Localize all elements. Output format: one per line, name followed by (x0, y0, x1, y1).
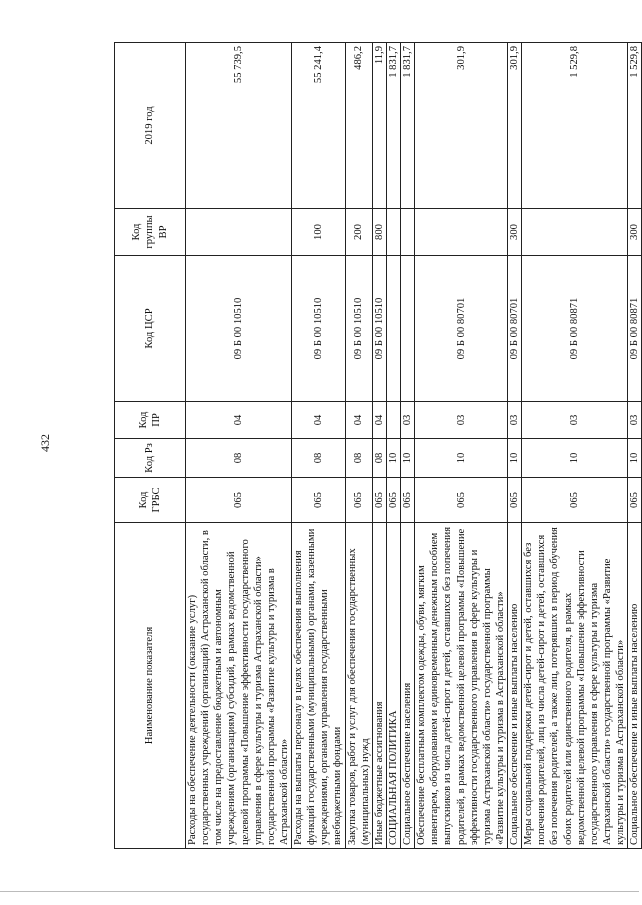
table-body (186, 43, 642, 849)
cell-pr: 03 (522, 402, 628, 439)
cell-rz: 08 (292, 439, 346, 478)
cell-name: Меры социальной поддержки детей-сирот и детей, оставшихся без попечения родителей, лиц из числа детей-сирот и детей, оставшихся без попечения родителей, а также лиц, потерявших в период обучения обоих родителей или единственного родителя, в рамках ведомственной целевой программы «Повышение эффективности государственного управления в сфере культуры и туризма Астраханской области» государственной программы «Развитие культуры и туризма в Астраханской области» (522, 523, 628, 849)
cell-pr: 04 (186, 402, 292, 439)
cell-vr: 300 (628, 209, 642, 256)
cell-value: 55 739,5 (186, 43, 292, 209)
cell-value: 55 241,4 (292, 43, 346, 209)
cell-name: Иные бюджетные ассигнования (372, 523, 386, 849)
cell-grbs: 065 (628, 478, 642, 523)
cell-rz: 10 (628, 439, 642, 478)
cell-name: Закупка товаров, работ и услуг для обеспечения государственных (муниципальных) нужд (345, 523, 372, 849)
cell-grbs: 065 (401, 478, 415, 523)
cell-value: 1 529,8 (628, 43, 642, 209)
cell-name: Социальное обеспечение и иные выплаты населению (508, 523, 522, 849)
cell-grbs: 065 (508, 478, 522, 523)
table-row (386, 43, 400, 849)
cell-vr (415, 209, 508, 256)
cell-grbs: 065 (345, 478, 372, 523)
rotated-page-content (114, 43, 641, 849)
cell-rz: 10 (415, 439, 508, 478)
cell-pr: 04 (372, 402, 386, 439)
cell-csr (401, 256, 415, 402)
cell-rz: 08 (345, 439, 372, 478)
table-row (292, 43, 346, 849)
cell-csr: 09 Б 00 80701 (415, 256, 508, 402)
table-row (522, 43, 628, 849)
table-row (345, 43, 372, 849)
cell-csr: 09 Б 00 80871 (522, 256, 628, 402)
cell-vr (401, 209, 415, 256)
cell-name: Обеспечение бесплатным комплектом одежды, обуви, мягким инвентарем, оборудованием и единовременным денежным пособием выпускников из числа детей-сирот и детей, оставшихся без попечения родителей, в рамках ведомственной целевой программы «Повышение эффективности государственного управления в сфере культуры и туризма Астраханской области» государственной программы «Развитие культуры и туризма в Астраханской области» (415, 523, 508, 849)
cell-value: 1 529,8 (522, 43, 628, 209)
table-row (508, 43, 522, 849)
cell-value: 486,2 (345, 43, 372, 209)
cell-grbs: 065 (186, 478, 292, 523)
cell-value: 301,9 (415, 43, 508, 209)
cell-grbs: 065 (522, 478, 628, 523)
cell-vr: 300 (508, 209, 522, 256)
cell-value: 1 831,7 (386, 43, 400, 209)
cell-value: 301,9 (508, 43, 522, 209)
cell-csr: 09 Б 00 10510 (372, 256, 386, 402)
table-row (372, 43, 386, 849)
cell-grbs: 065 (292, 478, 346, 523)
cell-grbs: 065 (415, 478, 508, 523)
cell-vr (186, 209, 292, 256)
cell-grbs: 065 (386, 478, 400, 523)
cell-pr (386, 402, 400, 439)
header-name: Наименование показателя (115, 523, 186, 849)
header-csr: Код ЦСР (115, 256, 186, 402)
cell-csr: 09 Б 00 10510 (186, 256, 292, 402)
cell-csr (386, 256, 400, 402)
header-vr: Код группы ВР (115, 209, 186, 256)
cell-value: 1 831,7 (401, 43, 415, 209)
cell-csr: 09 Б 00 80701 (508, 256, 522, 402)
cell-csr: 09 Б 00 80871 (628, 256, 642, 402)
cell-vr: 800 (372, 209, 386, 256)
cell-rz: 10 (401, 439, 415, 478)
cell-csr: 09 Б 00 10510 (292, 256, 346, 402)
cell-rz: 10 (386, 439, 400, 478)
cell-pr: 04 (292, 402, 346, 439)
header-year: 2019 год (115, 43, 186, 209)
cell-pr: 03 (508, 402, 522, 439)
budget-table (114, 42, 642, 849)
cell-name: Расходы на выплаты персоналу в целях обеспечения выполнения функций государственными (муниципальными) органами, казенными учреждениями, органами управления государственными внебюджетными фондами (292, 523, 346, 849)
cell-pr: 03 (415, 402, 508, 439)
table-row (415, 43, 508, 849)
cell-rz: 08 (186, 439, 292, 478)
cell-name: Социальное обеспечение населения (401, 523, 415, 849)
cell-name: Расходы на обеспечение деятельности (оказание услуг) государственных учреждений (организаций) Астраханской области, в том числе на предоставление бюджетным и автономным учреждениям (организациям) субсидий, в рамках ведомственной целевой программы «Повышение эффективности государственного управления в сфере культуры и туризма Астраханской области» государственной программы «Развитие культуры и туризма в Астраханской области» (186, 523, 292, 849)
page-number: 432 (38, 434, 52, 452)
header-grbs: Код ГРБС (115, 478, 186, 523)
cell-rz: 10 (522, 439, 628, 478)
cell-csr: 09 Б 00 10510 (345, 256, 372, 402)
header-pr: Код ПР (115, 402, 186, 439)
table-row (628, 43, 642, 849)
table-row (186, 43, 292, 849)
cell-grbs: 065 (372, 478, 386, 523)
cell-name: СОЦИАЛЬНАЯ ПОЛИТИКА (386, 523, 400, 849)
header-rz: Код Рз (115, 439, 186, 478)
table-row (401, 43, 415, 849)
cell-rz: 10 (508, 439, 522, 478)
bottom-divider (0, 891, 639, 892)
cell-pr: 03 (401, 402, 415, 439)
cell-vr (386, 209, 400, 256)
cell-pr: 04 (345, 402, 372, 439)
cell-vr (522, 209, 628, 256)
cell-vr: 100 (292, 209, 346, 256)
cell-pr: 03 (628, 402, 642, 439)
table-header-row (115, 43, 186, 849)
cell-vr: 200 (345, 209, 372, 256)
cell-name: Социальное обеспечение и иные выплаты населению (628, 523, 642, 849)
cell-value: 11,9 (372, 43, 386, 209)
cell-rz: 08 (372, 439, 386, 478)
